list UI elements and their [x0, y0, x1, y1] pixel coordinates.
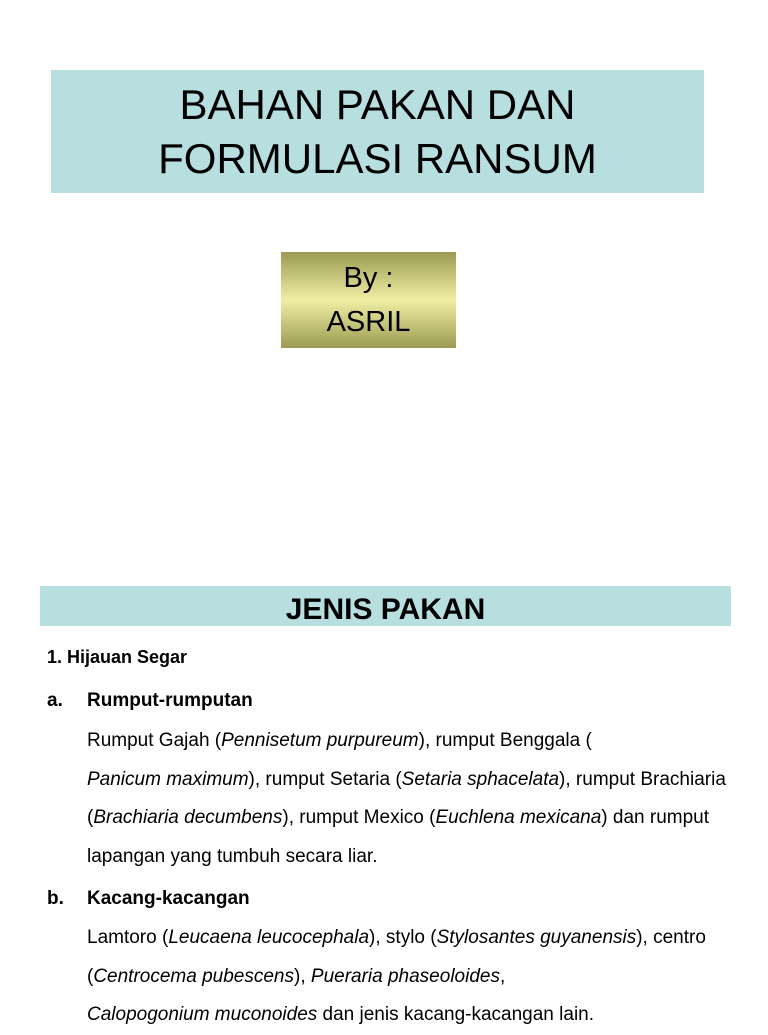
text-segment: , [499, 965, 506, 987]
text-segment: ), stylo ( [369, 927, 437, 948]
item-label-b: b. [47, 888, 64, 909]
text-segment: ), rumput Brachiaria ( [87, 768, 726, 828]
text-segment: ), centro ( [87, 927, 706, 987]
species-name: Pueraria phaseoloides [310, 965, 500, 987]
text-segment: Lamtoro ( [87, 927, 169, 948]
text-segment: ), rumput Setaria ( [248, 768, 402, 790]
species-name: Centrocema pubescens [93, 965, 294, 987]
text-segment: ), rumput Mexico ( [282, 807, 436, 828]
by-label: By : [343, 262, 394, 294]
text-segment: ), rumput Benggala ( [418, 730, 592, 751]
author-name: ASRIL [326, 306, 411, 338]
species-name: Euchlena mexicana [435, 807, 602, 828]
item-title-a: Rumput-rumputan [87, 690, 253, 711]
species-name: Panicum maximum [87, 768, 249, 790]
species-name: Calopogonium muconoides [87, 1004, 318, 1025]
species-name: Setaria sphacelata [401, 768, 560, 790]
text-segment: ) dan rumput lapangan yang tumbuh secara liar. [87, 807, 710, 867]
section-header: JENIS PAKAN [40, 586, 731, 626]
species-name: Stylosantes guyanensis [436, 927, 637, 948]
text-segment: Rumput Gajah ( [87, 730, 222, 751]
species-name: Leucaena leucocephala [168, 927, 370, 948]
slide-title-line-2: FORMULASI RANSUM [158, 134, 597, 182]
item-title-b: Kacang-kacangan [87, 888, 250, 909]
text-segment: ), [294, 965, 311, 987]
item-body-a [87, 722, 737, 876]
slide-title-line-1: BAHAN PAKAN DAN [179, 80, 576, 128]
species-name: Pennisetum purpureum [221, 730, 419, 751]
item-body-b [87, 919, 737, 1035]
subheading: 1. Hijauan Segar [47, 647, 188, 667]
item-label-a: a. [47, 690, 63, 711]
species-name: Brachiaria decumbens [93, 807, 283, 828]
text-segment: dan jenis kacang-kacangan lain. [317, 1004, 595, 1025]
